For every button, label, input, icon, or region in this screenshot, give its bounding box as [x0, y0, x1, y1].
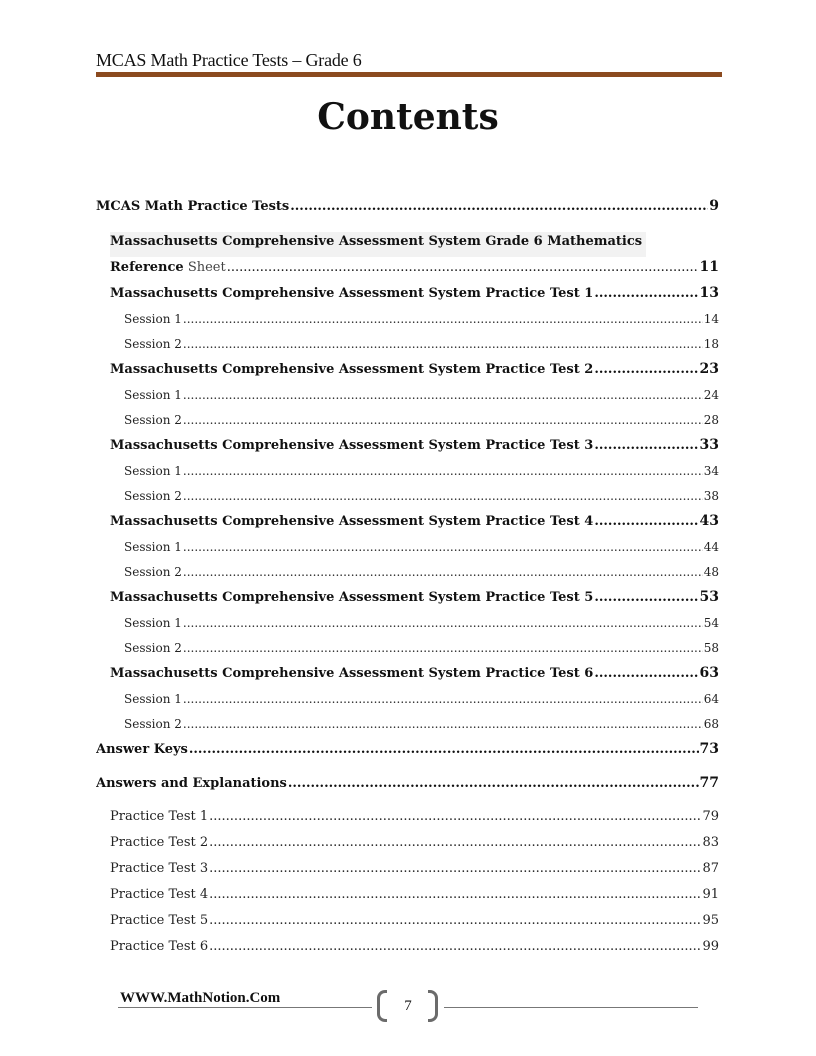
- dot-leader: [209, 911, 701, 931]
- toc-entry-page: 34: [703, 464, 719, 478]
- dot-leader: [209, 807, 701, 827]
- toc-entry-label: Practice Test 3: [110, 861, 209, 876]
- toc-entry-label: Session 2: [124, 641, 182, 655]
- toc-entry-label: Session 2: [124, 717, 182, 731]
- dot-leader: [290, 197, 708, 217]
- toc-entry-page: 73: [699, 741, 719, 757]
- toc-entry-page: 77: [699, 775, 719, 791]
- toc-entry-page: 83: [702, 835, 719, 850]
- toc-entry-page: 18: [703, 337, 719, 351]
- toc-entry-page: 38: [703, 489, 719, 503]
- page-number: 7: [404, 998, 412, 1014]
- toc-entry-test-3-session-2[interactable]: [96, 486, 719, 511]
- toc-entry-page: 28: [703, 413, 719, 427]
- toc-entry-page: 23: [699, 361, 719, 377]
- toc-entry-explanation-test-3[interactable]: [96, 859, 719, 885]
- toc-entry-test-5-session-2[interactable]: [96, 638, 719, 663]
- toc-entry-label: Practice Test 4: [110, 887, 209, 902]
- toc-entry-page: 87: [702, 861, 719, 876]
- dot-leader: [594, 588, 698, 608]
- toc-entry-page: 79: [702, 809, 719, 824]
- toc-entry-line2: [110, 257, 719, 283]
- toc-entry-label-line1: Massachusetts Comprehensive Assessment System Grade 6 Mathematics: [110, 232, 646, 257]
- toc-entry-test-5-session-1[interactable]: [96, 613, 719, 638]
- toc-entry-label: Session 1: [124, 540, 182, 554]
- toc-entry-label: Answers and Explanations: [96, 776, 287, 791]
- toc-entry-test-6-session-1[interactable]: [96, 689, 719, 714]
- toc-entry-page: 44: [703, 540, 719, 554]
- toc-entry-test-4-session-1[interactable]: [96, 537, 719, 562]
- footer-rule-left: [118, 1007, 372, 1008]
- toc-entry-label: Session 1: [124, 388, 182, 402]
- toc-entry-practice-test-6[interactable]: [96, 663, 719, 689]
- dot-leader: [209, 937, 701, 957]
- toc-entry-practice-test-3[interactable]: [96, 435, 719, 461]
- toc-entry-page: 43: [699, 513, 719, 529]
- toc-entry-page: 11: [699, 259, 719, 275]
- toc-entry-label: Massachusetts Comprehensive Assessment System Practice Test 1: [110, 286, 594, 301]
- toc-entry-page: 99: [702, 939, 719, 954]
- toc-entry-answer-keys[interactable]: [96, 739, 719, 773]
- toc-entry-label: Practice Test 5: [110, 913, 209, 928]
- toc-entry-page: 54: [703, 616, 719, 630]
- dot-leader: [594, 664, 698, 684]
- dot-leader: [594, 360, 698, 380]
- dot-leader: [183, 714, 703, 734]
- dot-leader: [594, 284, 698, 304]
- toc-entry-label: Session 1: [124, 692, 182, 706]
- toc-entry-test-2-session-1[interactable]: [96, 385, 719, 410]
- dot-leader: [183, 537, 703, 557]
- toc-entry-label: Practice Test 1: [110, 809, 209, 824]
- footer-rule-right: [444, 1007, 698, 1008]
- toc-entry-explanation-test-4[interactable]: [96, 885, 719, 911]
- dot-leader: [183, 461, 703, 481]
- dot-leader: [183, 562, 703, 582]
- toc-entry-label-line2: [110, 258, 226, 278]
- toc-entry-page: 68: [703, 717, 719, 731]
- running-header: MCAS Math Practice Tests – Grade 6: [96, 50, 362, 70]
- toc-entry-practice-test-2[interactable]: [96, 359, 719, 385]
- toc-entry-practice-test-4[interactable]: [96, 511, 719, 537]
- toc-entry-label: Massachusetts Comprehensive Assessment System Practice Test 3: [110, 438, 594, 453]
- toc-entry-label: Session 1: [124, 616, 182, 630]
- page-title: Contents: [317, 96, 499, 138]
- toc-entry-test-2-session-2[interactable]: [96, 410, 719, 435]
- toc-entry-explanation-test-6[interactable]: [96, 937, 719, 963]
- header-rule: [96, 72, 722, 77]
- toc-entry-explanation-test-1[interactable]: [96, 807, 719, 833]
- table-of-contents: [96, 196, 719, 963]
- page-number-bracket-left: [377, 990, 387, 1022]
- toc-entry-answers-explanations[interactable]: [96, 773, 719, 807]
- toc-entry-page: 9: [709, 198, 719, 214]
- toc-entry-page: 95: [702, 913, 719, 928]
- toc-entry-mcas-practice-tests[interactable]: [96, 196, 719, 230]
- dot-leader: [183, 385, 703, 405]
- page-number-bracket-right: [428, 990, 438, 1022]
- dot-leader: [183, 410, 703, 430]
- dot-leader: [189, 740, 699, 760]
- dot-leader: [183, 486, 703, 506]
- toc-entry-page: 53: [699, 589, 719, 605]
- dot-leader: [183, 334, 703, 354]
- toc-entry-label: Answer Keys: [96, 742, 188, 757]
- toc-entry-label-bold: Reference: [110, 260, 184, 275]
- toc-entry-label: Practice Test 6: [110, 939, 209, 954]
- toc-entry-label: Practice Test 2: [110, 835, 209, 850]
- toc-entry-label: Massachusetts Comprehensive Assessment System Practice Test 5: [110, 590, 594, 605]
- toc-entry-page: 58: [703, 641, 719, 655]
- toc-entry-explanation-test-5[interactable]: [96, 911, 719, 937]
- toc-entry-page: 24: [703, 388, 719, 402]
- dot-leader: [183, 613, 703, 633]
- toc-entry-explanation-test-2[interactable]: [96, 833, 719, 859]
- dot-leader: [288, 774, 699, 794]
- toc-entry-test-4-session-2[interactable]: [96, 562, 719, 587]
- toc-entry-page: 13: [699, 285, 719, 301]
- dot-leader: [227, 258, 699, 278]
- dot-leader: [594, 436, 698, 456]
- toc-entry-reference-sheet[interactable]: [96, 230, 719, 283]
- toc-entry-page: 48: [703, 565, 719, 579]
- toc-entry-label: Session 1: [124, 464, 182, 478]
- toc-entry-test-6-session-2[interactable]: [96, 714, 719, 739]
- toc-entry-practice-test-1[interactable]: [96, 283, 719, 309]
- toc-entry-test-3-session-1[interactable]: [96, 461, 719, 486]
- toc-entry-page: 64: [703, 692, 719, 706]
- toc-entry-label: Session 2: [124, 565, 182, 579]
- dot-leader: [209, 859, 701, 879]
- toc-entry-practice-test-5[interactable]: [96, 587, 719, 613]
- toc-entry-page: 14: [703, 312, 719, 326]
- dot-leader: [209, 833, 701, 853]
- toc-entry-page: 33: [699, 437, 719, 453]
- toc-entry-label: Massachusetts Comprehensive Assessment System Practice Test 6: [110, 666, 594, 681]
- toc-entry-page: 63: [699, 665, 719, 681]
- toc-entry-page: 91: [702, 887, 719, 902]
- toc-entry-label: Session 2: [124, 489, 182, 503]
- dot-leader: [594, 512, 698, 532]
- toc-entry-label: Session 1: [124, 312, 182, 326]
- toc-entry-label: Session 2: [124, 413, 182, 427]
- toc-entry-label-normal: Sheet: [183, 260, 226, 275]
- toc-entry-test-1-session-2[interactable]: [96, 334, 719, 359]
- dot-leader: [209, 885, 701, 905]
- dot-leader: [183, 309, 703, 329]
- toc-entry-label: Massachusetts Comprehensive Assessment System Practice Test 2: [110, 362, 594, 377]
- dot-leader: [183, 638, 703, 658]
- footer-website-link[interactable]: WWW.MathNotion.Com: [120, 990, 281, 1006]
- toc-entry-label: MCAS Math Practice Tests: [96, 199, 290, 214]
- dot-leader: [183, 689, 703, 709]
- toc-entry-label: Session 2: [124, 337, 182, 351]
- toc-entry-test-1-session-1[interactable]: [96, 309, 719, 334]
- toc-entry-label: Massachusetts Comprehensive Assessment System Practice Test 4: [110, 514, 594, 529]
